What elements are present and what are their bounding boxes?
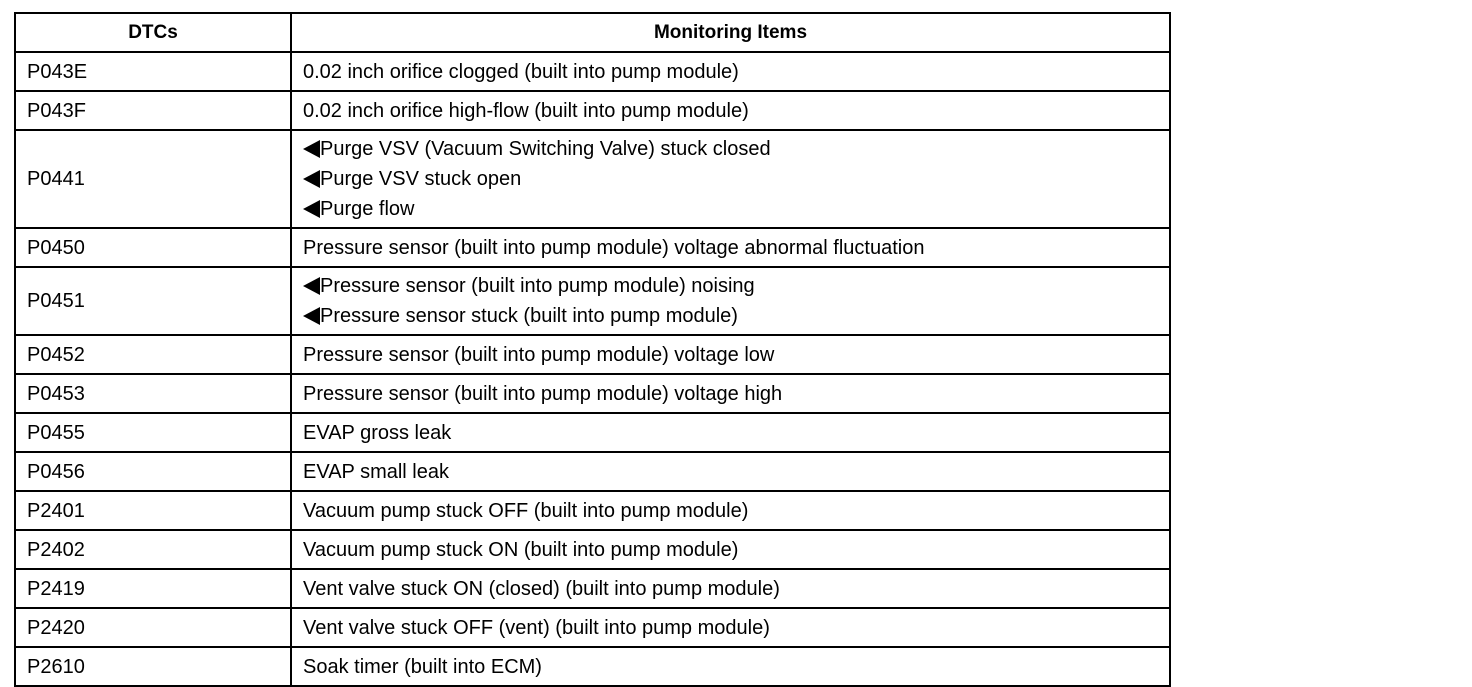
- monitoring-item-text: Pressure sensor (built into pump module) voltage high: [303, 382, 783, 405]
- table-row: [15, 228, 1170, 267]
- monitoring-item-text: Vacuum pump stuck OFF (built into pump module): [303, 499, 749, 522]
- monitoring-item: [303, 535, 1169, 565]
- bullet-triangle-icon: [303, 277, 320, 295]
- bullet-triangle-icon: [303, 200, 320, 218]
- table-row: [15, 52, 1170, 91]
- table-row: [15, 335, 1170, 374]
- monitoring-items-cell: [291, 130, 1170, 228]
- table-header-row: [15, 13, 1170, 52]
- dtc-code-cell: P0451: [15, 267, 291, 335]
- monitoring-item: [303, 271, 1169, 301]
- table-row: [15, 608, 1170, 647]
- monitoring-item-text: EVAP small leak: [303, 460, 449, 483]
- monitoring-item-text: Pressure sensor (built into pump module) noising: [320, 275, 755, 297]
- monitoring-items-cell: [291, 647, 1170, 686]
- dtc-code-cell: P0452: [15, 335, 291, 374]
- monitoring-item: [303, 340, 1169, 370]
- dtc-code-cell: P2402: [15, 530, 291, 569]
- monitoring-item: [303, 418, 1169, 448]
- header-dtcs: DTCs: [15, 13, 291, 52]
- monitoring-item: [303, 233, 1169, 263]
- monitoring-item: [303, 194, 1169, 224]
- monitoring-item-text: 0.02 inch orifice clogged (built into pump module): [303, 60, 739, 83]
- monitoring-items-cell: [291, 569, 1170, 608]
- monitoring-item: [303, 301, 1169, 331]
- table-body: [15, 52, 1170, 686]
- dtc-code-cell: P0455: [15, 413, 291, 452]
- monitoring-item: [303, 96, 1169, 126]
- monitoring-item: [303, 652, 1169, 682]
- dtc-code-cell: P0441: [15, 130, 291, 228]
- monitoring-item-text: Pressure sensor (built into pump module) voltage low: [303, 343, 775, 366]
- monitoring-item: [303, 613, 1169, 643]
- table-row: [15, 130, 1170, 228]
- dtc-code-cell: P0450: [15, 228, 291, 267]
- monitoring-item: [303, 164, 1169, 194]
- monitoring-items-cell: [291, 608, 1170, 647]
- bullet-triangle-icon: [303, 170, 320, 188]
- table-row: [15, 491, 1170, 530]
- monitoring-items-cell: [291, 374, 1170, 413]
- dtc-code-cell: P0453: [15, 374, 291, 413]
- bullet-triangle-icon: [303, 140, 320, 158]
- monitoring-item-text: Purge VSV (Vacuum Switching Valve) stuck closed: [320, 138, 771, 160]
- dtc-code-cell: P2610: [15, 647, 291, 686]
- monitoring-items-cell: [291, 335, 1170, 374]
- monitoring-items-cell: [291, 452, 1170, 491]
- dtc-code-cell: P043E: [15, 52, 291, 91]
- dtc-code-cell: P2420: [15, 608, 291, 647]
- dtc-code-cell: P2419: [15, 569, 291, 608]
- monitoring-item-text: Soak timer (built into ECM): [303, 655, 542, 678]
- monitoring-item-text: 0.02 inch orifice high-flow (built into pump module): [303, 99, 749, 122]
- dtc-monitoring-table: [14, 12, 1171, 687]
- bullet-triangle-icon: [303, 307, 320, 325]
- monitoring-item-text: Vacuum pump stuck ON (built into pump module): [303, 538, 739, 561]
- monitoring-item: [303, 57, 1169, 87]
- monitoring-item-text: Pressure sensor (built into pump module) voltage abnormal fluctuation: [303, 236, 925, 259]
- table-row: [15, 267, 1170, 335]
- monitoring-item: [303, 134, 1169, 164]
- dtc-code-cell: P0456: [15, 452, 291, 491]
- monitoring-item: [303, 379, 1169, 409]
- dtc-code-cell: P2401: [15, 491, 291, 530]
- monitoring-item-text: Vent valve stuck OFF (vent) (built into pump module): [303, 616, 770, 639]
- monitoring-items-cell: [291, 491, 1170, 530]
- monitoring-item: [303, 496, 1169, 526]
- monitoring-items-cell: [291, 228, 1170, 267]
- monitoring-item-text: Pressure sensor stuck (built into pump module): [320, 305, 738, 327]
- monitoring-items-cell: [291, 413, 1170, 452]
- monitoring-item-text: Purge flow: [320, 198, 415, 220]
- monitoring-items-cell: [291, 52, 1170, 91]
- monitoring-items-cell: [291, 530, 1170, 569]
- table-row: [15, 452, 1170, 491]
- table-row: [15, 647, 1170, 686]
- table-row: [15, 413, 1170, 452]
- table-row: [15, 374, 1170, 413]
- monitoring-item: [303, 574, 1169, 604]
- table-row: [15, 91, 1170, 130]
- table-row: [15, 530, 1170, 569]
- monitoring-item-text: Vent valve stuck ON (closed) (built into pump module): [303, 577, 780, 600]
- monitoring-item-text: Purge VSV stuck open: [320, 168, 522, 190]
- monitoring-items-cell: [291, 267, 1170, 335]
- dtc-code-cell: P043F: [15, 91, 291, 130]
- monitoring-item-text: EVAP gross leak: [303, 421, 452, 444]
- table-row: [15, 569, 1170, 608]
- monitoring-item: [303, 457, 1169, 487]
- header-monitoring-items: Monitoring Items: [291, 13, 1170, 52]
- monitoring-items-cell: [291, 91, 1170, 130]
